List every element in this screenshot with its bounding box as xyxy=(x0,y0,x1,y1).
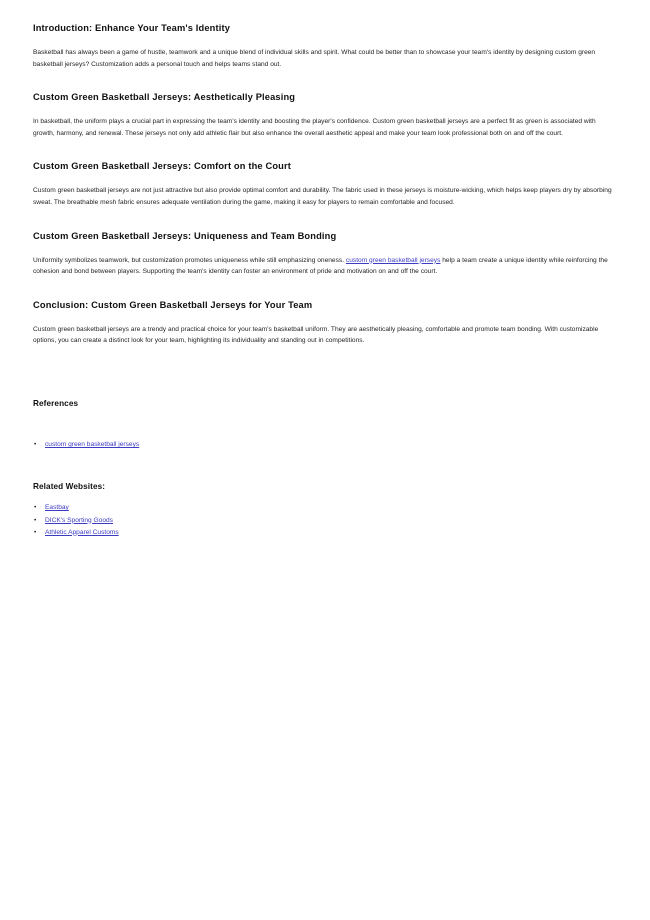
spacer xyxy=(33,103,617,116)
paragraph-text: Basketball has always been a game of hustle, teamwork and a unique blend of individual skills and spirit. What could be better than to showcase your team's identity by designing custom green basketball jerseys? Customization adds a personal touch and helps teams stand out. xyxy=(33,49,596,68)
spacer xyxy=(33,409,617,439)
list-item xyxy=(33,515,617,527)
section-heading-aesthetically-pleasing: Custom Green Basketball Jerseys: Aesthetically Pleasing xyxy=(33,92,296,103)
inline-link-custom-green-basketball-jerseys[interactable]: custom green basketball jerseys xyxy=(345,256,441,264)
paragraph-text: Custom green basketball jerseys are not just attractive but also provide optimal comfort and durability. The fabric used in these jerseys is moisture-wicking, which helps keep players dry by absorbing sweat. The breathable mesh fabric ensures adequate ventilation during the game, making it easy for players to remain comfortable and focused. xyxy=(33,187,612,206)
section-paragraph-comfort-on-the-court xyxy=(33,185,617,208)
spacer xyxy=(33,311,617,324)
section-paragraph-uniqueness-and-team-bonding xyxy=(33,255,617,278)
spacer xyxy=(33,139,617,160)
section-heading-comfort-on-the-court: Custom Green Basketball Jerseys: Comfort on the Court xyxy=(33,161,291,172)
spacer xyxy=(33,242,617,255)
spacer xyxy=(33,172,617,185)
related-websites-list xyxy=(33,502,617,539)
related-websites-heading: Related Websites: xyxy=(33,482,106,492)
bullet-icon: • xyxy=(34,504,37,512)
paragraph-text-before-link: Uniformity symbolizes teamwork, but customization promotes uniqueness while still emphasizing oneness. xyxy=(33,256,346,264)
related-link-athletic-apparel-customs[interactable]: Athletic Apparel Customs xyxy=(45,528,119,536)
spacer xyxy=(33,34,617,47)
section-paragraph-conclusion xyxy=(33,324,617,347)
section-heading-introduction: Introduction: Enhance Your Team's Identity xyxy=(33,23,231,33)
section-paragraph-aesthetically-pleasing xyxy=(33,116,617,139)
bullet-icon: • xyxy=(34,440,37,448)
paragraph-text: In basketball, the uniform plays a crucial part in expressing the team's identity and boosting the player's confidence. Custom green basketball jerseys are a perfect fit as green is associated with growth, harmony, and renewal. These jerseys not only add athletic flair but also enhance the overall aesthetic appeal and make your team look professional both on and off the court. xyxy=(33,118,596,137)
section-paragraph-introduction xyxy=(33,47,617,70)
paragraph-text-after-link: help a team create a unique identity while reinforcing the cohesion and bond between players. Supporting the team's identity can foster an environment of pride and motivation on and off the court. xyxy=(33,256,608,276)
related-link-dicks-sporting-goods[interactable]: DICK's Sporting Goods xyxy=(45,516,113,524)
spacer xyxy=(33,492,617,502)
spacer xyxy=(33,209,617,230)
document-content xyxy=(33,22,617,539)
spacer xyxy=(33,278,617,299)
spacer xyxy=(33,70,617,91)
related-websites-section xyxy=(33,451,617,539)
section-heading-conclusion: Conclusion: Custom Green Basketball Jerseys for Your Team xyxy=(33,299,313,310)
references-heading: References xyxy=(33,398,79,408)
spacer xyxy=(33,451,617,481)
bullet-icon: • xyxy=(34,528,37,536)
reference-link-custom-green-basketball-jerseys[interactable]: custom green basketball jerseys xyxy=(45,440,140,448)
references-section xyxy=(33,398,617,451)
section-heading-uniqueness-and-team-bonding: Custom Green Basketball Jerseys: Uniqueness and Team Bonding xyxy=(33,230,337,241)
list-item xyxy=(33,527,617,539)
list-item xyxy=(33,439,617,451)
bullet-icon: • xyxy=(34,516,37,524)
related-link-eastbay[interactable]: Eastbay xyxy=(45,504,69,512)
list-item xyxy=(33,502,617,514)
references-list xyxy=(33,439,617,451)
paragraph-text: Custom green basketball jerseys are a trendy and practical choice for your team's basketball uniform. They are aesthetically pleasing, comfortable and promote team bonding. With customizable options, you can create a distinct look for your team, highlighting its individuality and standing out in competitions. xyxy=(33,325,599,345)
